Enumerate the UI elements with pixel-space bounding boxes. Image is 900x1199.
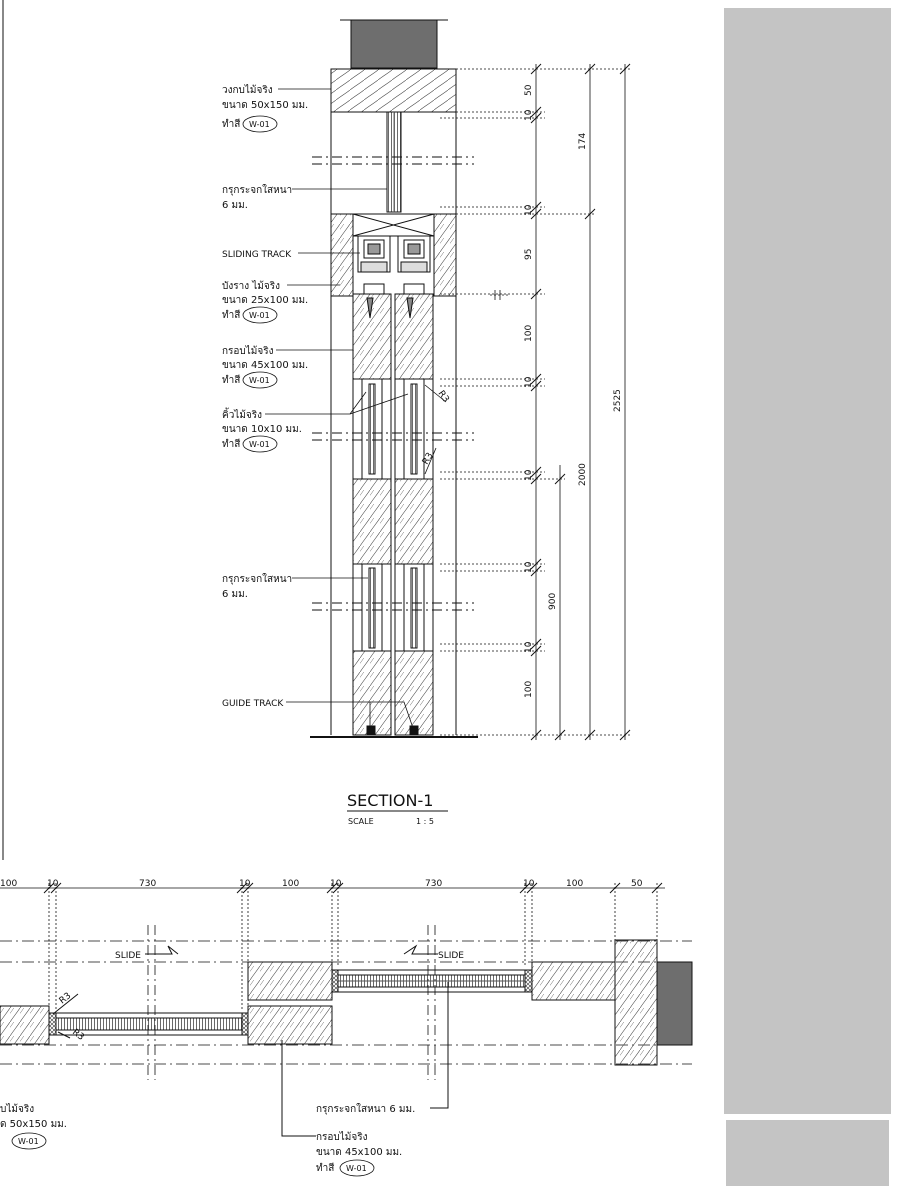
plan-dim-10: 10 (47, 879, 59, 889)
glass-label: กรุกระจกใสหนา (222, 574, 293, 585)
color-code-label: W-01 (249, 376, 270, 385)
sash-right-glass (411, 384, 417, 474)
plan-dim-10: 10 (330, 879, 342, 889)
frame-size-label: ขนาด 50x150 มม. (222, 100, 309, 111)
glass-label: กรุกระจกใสหนา (222, 185, 293, 196)
slide-label-left: SLIDE (115, 951, 141, 961)
plan-glass-left (56, 1018, 242, 1030)
radius-r3: R3 (420, 451, 436, 467)
plan-dim-10: 10 (523, 879, 535, 889)
dim-100: 100 (524, 680, 534, 698)
lintel-block (351, 20, 437, 68)
dim-174: 174 (578, 132, 588, 150)
guide-track-label: GUIDE TRACK (222, 699, 284, 709)
sliding-track-label: SLIDING TRACK (222, 250, 292, 260)
track-cover-title-label: บังราง ไม้จริง (222, 281, 281, 292)
dim-10: 10 (524, 109, 534, 121)
plan-dim-100: 100 (0, 879, 18, 889)
section-title: SECTION-1 (347, 791, 434, 810)
plan-sash-color-prefix: ทำสี (316, 1163, 335, 1174)
section-dimension-labels (421, 84, 623, 698)
plan-wall (657, 962, 692, 1045)
plan-sash-stile (248, 1006, 332, 1044)
dim-100: 100 (524, 324, 534, 342)
track-cover-size-label: ขนาด 25x100 มม. (222, 295, 309, 306)
color-code-label: W-01 (249, 440, 270, 449)
slide-arrow-left (145, 946, 178, 954)
dim-2525: 2525 (613, 389, 623, 412)
dim-10: 10 (524, 641, 534, 653)
color-prefix-label: ทำสี (222, 119, 241, 130)
dim-10: 10 (524, 204, 534, 216)
dim-900: 900 (548, 592, 558, 610)
color-prefix-label: ทำสี (222, 439, 241, 450)
sash-right-top-rail (395, 294, 433, 379)
dim-2000: 2000 (578, 463, 588, 486)
plan-dim-730: 730 (425, 879, 443, 889)
sash-right-bottom-rail (395, 651, 433, 735)
dim-50: 50 (524, 84, 534, 96)
slide-label-right: SLIDE (438, 951, 464, 961)
color-code-label: W-01 (249, 120, 270, 129)
section-labels (222, 84, 308, 709)
plan-sash-size-label: ขนาด 45x100 มม. (316, 1147, 403, 1158)
plan-sash-title-label: กรอบไม้จริง (316, 1132, 368, 1143)
section-dimensions (440, 64, 630, 740)
sash-right-mid-rail (395, 479, 433, 564)
glass-thickness-label: 6 มม. (222, 200, 248, 211)
color-prefix-label: ทำสี (222, 375, 241, 386)
plan-jamb (615, 940, 657, 1065)
plan-frame-title-label: บไม้จริง (0, 1104, 35, 1115)
color-code-label: W-01 (249, 311, 270, 320)
dim-10: 10 (524, 376, 534, 388)
plan-sash-stile (248, 962, 332, 1000)
plan-dim-100: 100 (282, 879, 300, 889)
track-cover-right (434, 214, 456, 296)
radius-r3: R3 (435, 388, 451, 405)
sash-left-bottom-rail (353, 651, 391, 735)
dim-10: 10 (524, 469, 534, 481)
section-title-block (347, 791, 448, 826)
dim-10: 10 (524, 561, 534, 573)
sash-left-mid-rail (353, 479, 391, 564)
slide-arrow-right (404, 946, 438, 954)
plan-sash-color-code: W-01 (346, 1164, 367, 1173)
plan-dim-730: 730 (139, 879, 157, 889)
plan-dim-50: 50 (631, 879, 643, 889)
roller-left (358, 236, 390, 294)
plan-radius-r3: R3 (70, 1027, 86, 1043)
sash-left-glass (369, 384, 375, 474)
dim-95: 95 (524, 248, 534, 260)
glass-thickness-label: 6 มม. (222, 589, 248, 600)
track-cover-left (331, 214, 353, 296)
plan-sash-stile (0, 1006, 49, 1044)
roller-right (398, 236, 430, 294)
sash-size-label: ขนาด 45x100 มม. (222, 360, 309, 371)
plan-glass-label: กรุกระจกใสหนา 6 มม. (316, 1104, 416, 1115)
bead-size-label: ขนาด 10x10 มม. (222, 424, 302, 435)
plan-sash-stile (532, 962, 615, 1000)
plan-dim-10: 10 (239, 879, 251, 889)
scale-value: 1 : 5 (416, 817, 434, 826)
sash-title-label: กรอบไม้จริง (222, 346, 274, 357)
section-view (310, 20, 478, 737)
plan-radius-r3: R3 (57, 991, 74, 1007)
color-prefix-label: ทำสี (222, 310, 241, 321)
head-frame (331, 69, 456, 112)
bead-title-label: คิ้วไม้จริง (222, 410, 263, 421)
plan-color-code-label: W-01 (18, 1137, 39, 1146)
plan-dim-100: 100 (566, 879, 584, 889)
scale-label: SCALE (348, 817, 374, 826)
plan-frame-size-label: ด 50x150 มม. (0, 1119, 67, 1130)
frame-title-label: วงกบไม้จริง (222, 85, 273, 96)
plan-dimension-labels (0, 879, 643, 889)
